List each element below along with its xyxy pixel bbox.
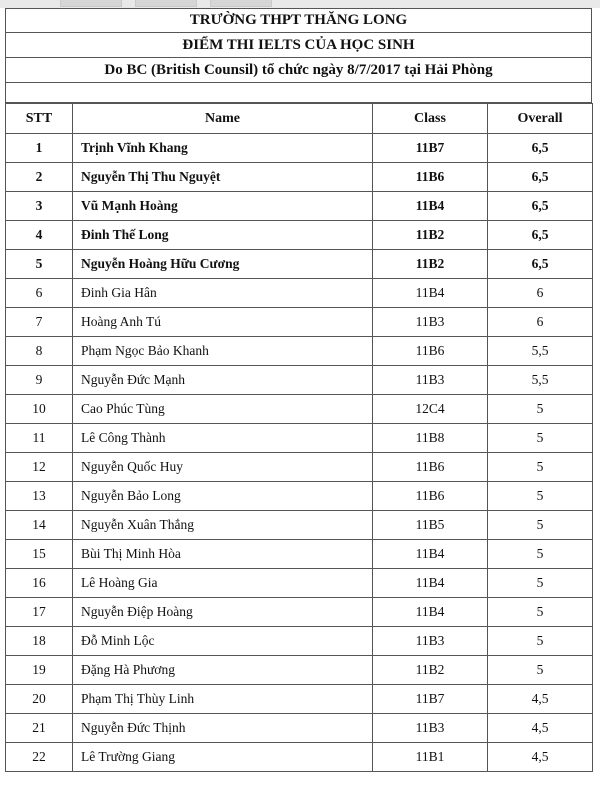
sheet-tab-stub xyxy=(210,0,272,7)
table-row xyxy=(6,714,593,743)
name-cell: Nguyễn Đức Thịnh xyxy=(73,714,373,743)
table-row xyxy=(6,192,593,221)
name-cell: Nguyễn Quốc Huy xyxy=(73,453,373,482)
spacer-row xyxy=(5,83,592,103)
table-row xyxy=(6,221,593,250)
stt-cell: 3 xyxy=(6,192,73,221)
name-cell: Nguyễn Hoàng Hữu Cương xyxy=(73,250,373,279)
stt-cell: 17 xyxy=(6,598,73,627)
overall-cell: 5 xyxy=(488,598,593,627)
table-row xyxy=(6,337,593,366)
class-cell: 11B3 xyxy=(373,366,488,395)
overall-cell: 5 xyxy=(488,453,593,482)
table-header-row xyxy=(6,104,593,134)
table-row xyxy=(6,308,593,337)
sheet-subtitle: Do BC (British Counsil) tổ chức ngày 8/7/2017 tại Hải Phòng xyxy=(5,58,592,83)
stt-cell: 5 xyxy=(6,250,73,279)
class-cell: 11B2 xyxy=(373,221,488,250)
table-row xyxy=(6,395,593,424)
overall-cell: 5 xyxy=(488,482,593,511)
sheet-top-strip xyxy=(0,0,600,8)
overall-cell: 5,5 xyxy=(488,337,593,366)
table-row xyxy=(6,250,593,279)
class-cell: 11B7 xyxy=(373,134,488,163)
stt-cell: 13 xyxy=(6,482,73,511)
name-cell: Phạm Thị Thùy Linh xyxy=(73,685,373,714)
name-cell: Lê Hoàng Gia xyxy=(73,569,373,598)
table-row xyxy=(6,163,593,192)
overall-cell: 5,5 xyxy=(488,366,593,395)
overall-cell: 6,5 xyxy=(488,134,593,163)
stt-cell: 7 xyxy=(6,308,73,337)
stt-cell: 6 xyxy=(6,279,73,308)
stt-cell: 14 xyxy=(6,511,73,540)
name-cell: Phạm Ngọc Bảo Khanh xyxy=(73,337,373,366)
stt-cell: 16 xyxy=(6,569,73,598)
table-row xyxy=(6,511,593,540)
column-header-overall: Overall xyxy=(488,104,593,134)
overall-cell: 6,5 xyxy=(488,163,593,192)
scores-table xyxy=(5,103,593,772)
overall-cell: 4,5 xyxy=(488,714,593,743)
table-body xyxy=(6,134,593,772)
stt-cell: 20 xyxy=(6,685,73,714)
table-row xyxy=(6,540,593,569)
overall-cell: 6,5 xyxy=(488,221,593,250)
stt-cell: 11 xyxy=(6,424,73,453)
class-cell: 11B3 xyxy=(373,714,488,743)
overall-cell: 5 xyxy=(488,511,593,540)
class-cell: 12C4 xyxy=(373,395,488,424)
table-row xyxy=(6,743,593,772)
stt-cell: 12 xyxy=(6,453,73,482)
column-header-class: Class xyxy=(373,104,488,134)
class-cell: 11B4 xyxy=(373,598,488,627)
name-cell: Lê Trường Giang xyxy=(73,743,373,772)
column-header-stt: STT xyxy=(6,104,73,134)
class-cell: 11B2 xyxy=(373,250,488,279)
name-cell: Đặng Hà Phương xyxy=(73,656,373,685)
table-row xyxy=(6,134,593,163)
overall-cell: 4,5 xyxy=(488,685,593,714)
stt-cell: 9 xyxy=(6,366,73,395)
overall-cell: 6 xyxy=(488,279,593,308)
table-row xyxy=(6,424,593,453)
table-row xyxy=(6,598,593,627)
overall-cell: 5 xyxy=(488,656,593,685)
stt-cell: 15 xyxy=(6,540,73,569)
class-cell: 11B6 xyxy=(373,453,488,482)
class-cell: 11B6 xyxy=(373,163,488,192)
table-row xyxy=(6,366,593,395)
results-sheet xyxy=(5,8,592,772)
overall-cell: 5 xyxy=(488,395,593,424)
name-cell: Nguyễn Điệp Hoàng xyxy=(73,598,373,627)
stt-cell: 4 xyxy=(6,221,73,250)
stt-cell: 8 xyxy=(6,337,73,366)
table-row xyxy=(6,569,593,598)
table-row xyxy=(6,656,593,685)
overall-cell: 5 xyxy=(488,540,593,569)
table-row xyxy=(6,627,593,656)
name-cell: Nguyễn Thị Thu Nguyệt xyxy=(73,163,373,192)
overall-cell: 6,5 xyxy=(488,192,593,221)
sheet-tab-stub xyxy=(135,0,197,7)
class-cell: 11B4 xyxy=(373,569,488,598)
class-cell: 11B5 xyxy=(373,511,488,540)
column-header-name: Name xyxy=(73,104,373,134)
name-cell: Nguyễn Bảo Long xyxy=(73,482,373,511)
overall-cell: 5 xyxy=(488,424,593,453)
class-cell: 11B3 xyxy=(373,627,488,656)
sheet-tab-stub xyxy=(60,0,122,7)
class-cell: 11B7 xyxy=(373,685,488,714)
school-name: TRƯỜNG THPT THĂNG LONG xyxy=(5,8,592,33)
overall-cell: 6,5 xyxy=(488,250,593,279)
name-cell: Đỗ Minh Lộc xyxy=(73,627,373,656)
class-cell: 11B6 xyxy=(373,482,488,511)
name-cell: Nguyễn Đức Mạnh xyxy=(73,366,373,395)
stt-cell: 2 xyxy=(6,163,73,192)
overall-cell: 4,5 xyxy=(488,743,593,772)
class-cell: 11B6 xyxy=(373,337,488,366)
name-cell: Đinh Gia Hân xyxy=(73,279,373,308)
name-cell: Nguyễn Xuân Thắng xyxy=(73,511,373,540)
table-row xyxy=(6,279,593,308)
class-cell: 11B8 xyxy=(373,424,488,453)
class-cell: 11B2 xyxy=(373,656,488,685)
table-row xyxy=(6,482,593,511)
class-cell: 11B4 xyxy=(373,540,488,569)
class-cell: 11B1 xyxy=(373,743,488,772)
overall-cell: 6 xyxy=(488,308,593,337)
stt-cell: 18 xyxy=(6,627,73,656)
stt-cell: 21 xyxy=(6,714,73,743)
name-cell: Đinh Thế Long xyxy=(73,221,373,250)
table-row xyxy=(6,453,593,482)
sheet-title: ĐIỂM THI IELTS CỦA HỌC SINH xyxy=(5,33,592,58)
name-cell: Vũ Mạnh Hoàng xyxy=(73,192,373,221)
name-cell: Cao Phúc Tùng xyxy=(73,395,373,424)
stt-cell: 19 xyxy=(6,656,73,685)
overall-cell: 5 xyxy=(488,627,593,656)
class-cell: 11B4 xyxy=(373,279,488,308)
overall-cell: 5 xyxy=(488,569,593,598)
name-cell: Lê Công Thành xyxy=(73,424,373,453)
stt-cell: 1 xyxy=(6,134,73,163)
name-cell: Trịnh Vĩnh Khang xyxy=(73,134,373,163)
name-cell: Bùi Thị Minh Hòa xyxy=(73,540,373,569)
class-cell: 11B4 xyxy=(373,192,488,221)
table-row xyxy=(6,685,593,714)
name-cell: Hoàng Anh Tú xyxy=(73,308,373,337)
class-cell: 11B3 xyxy=(373,308,488,337)
stt-cell: 10 xyxy=(6,395,73,424)
stt-cell: 22 xyxy=(6,743,73,772)
